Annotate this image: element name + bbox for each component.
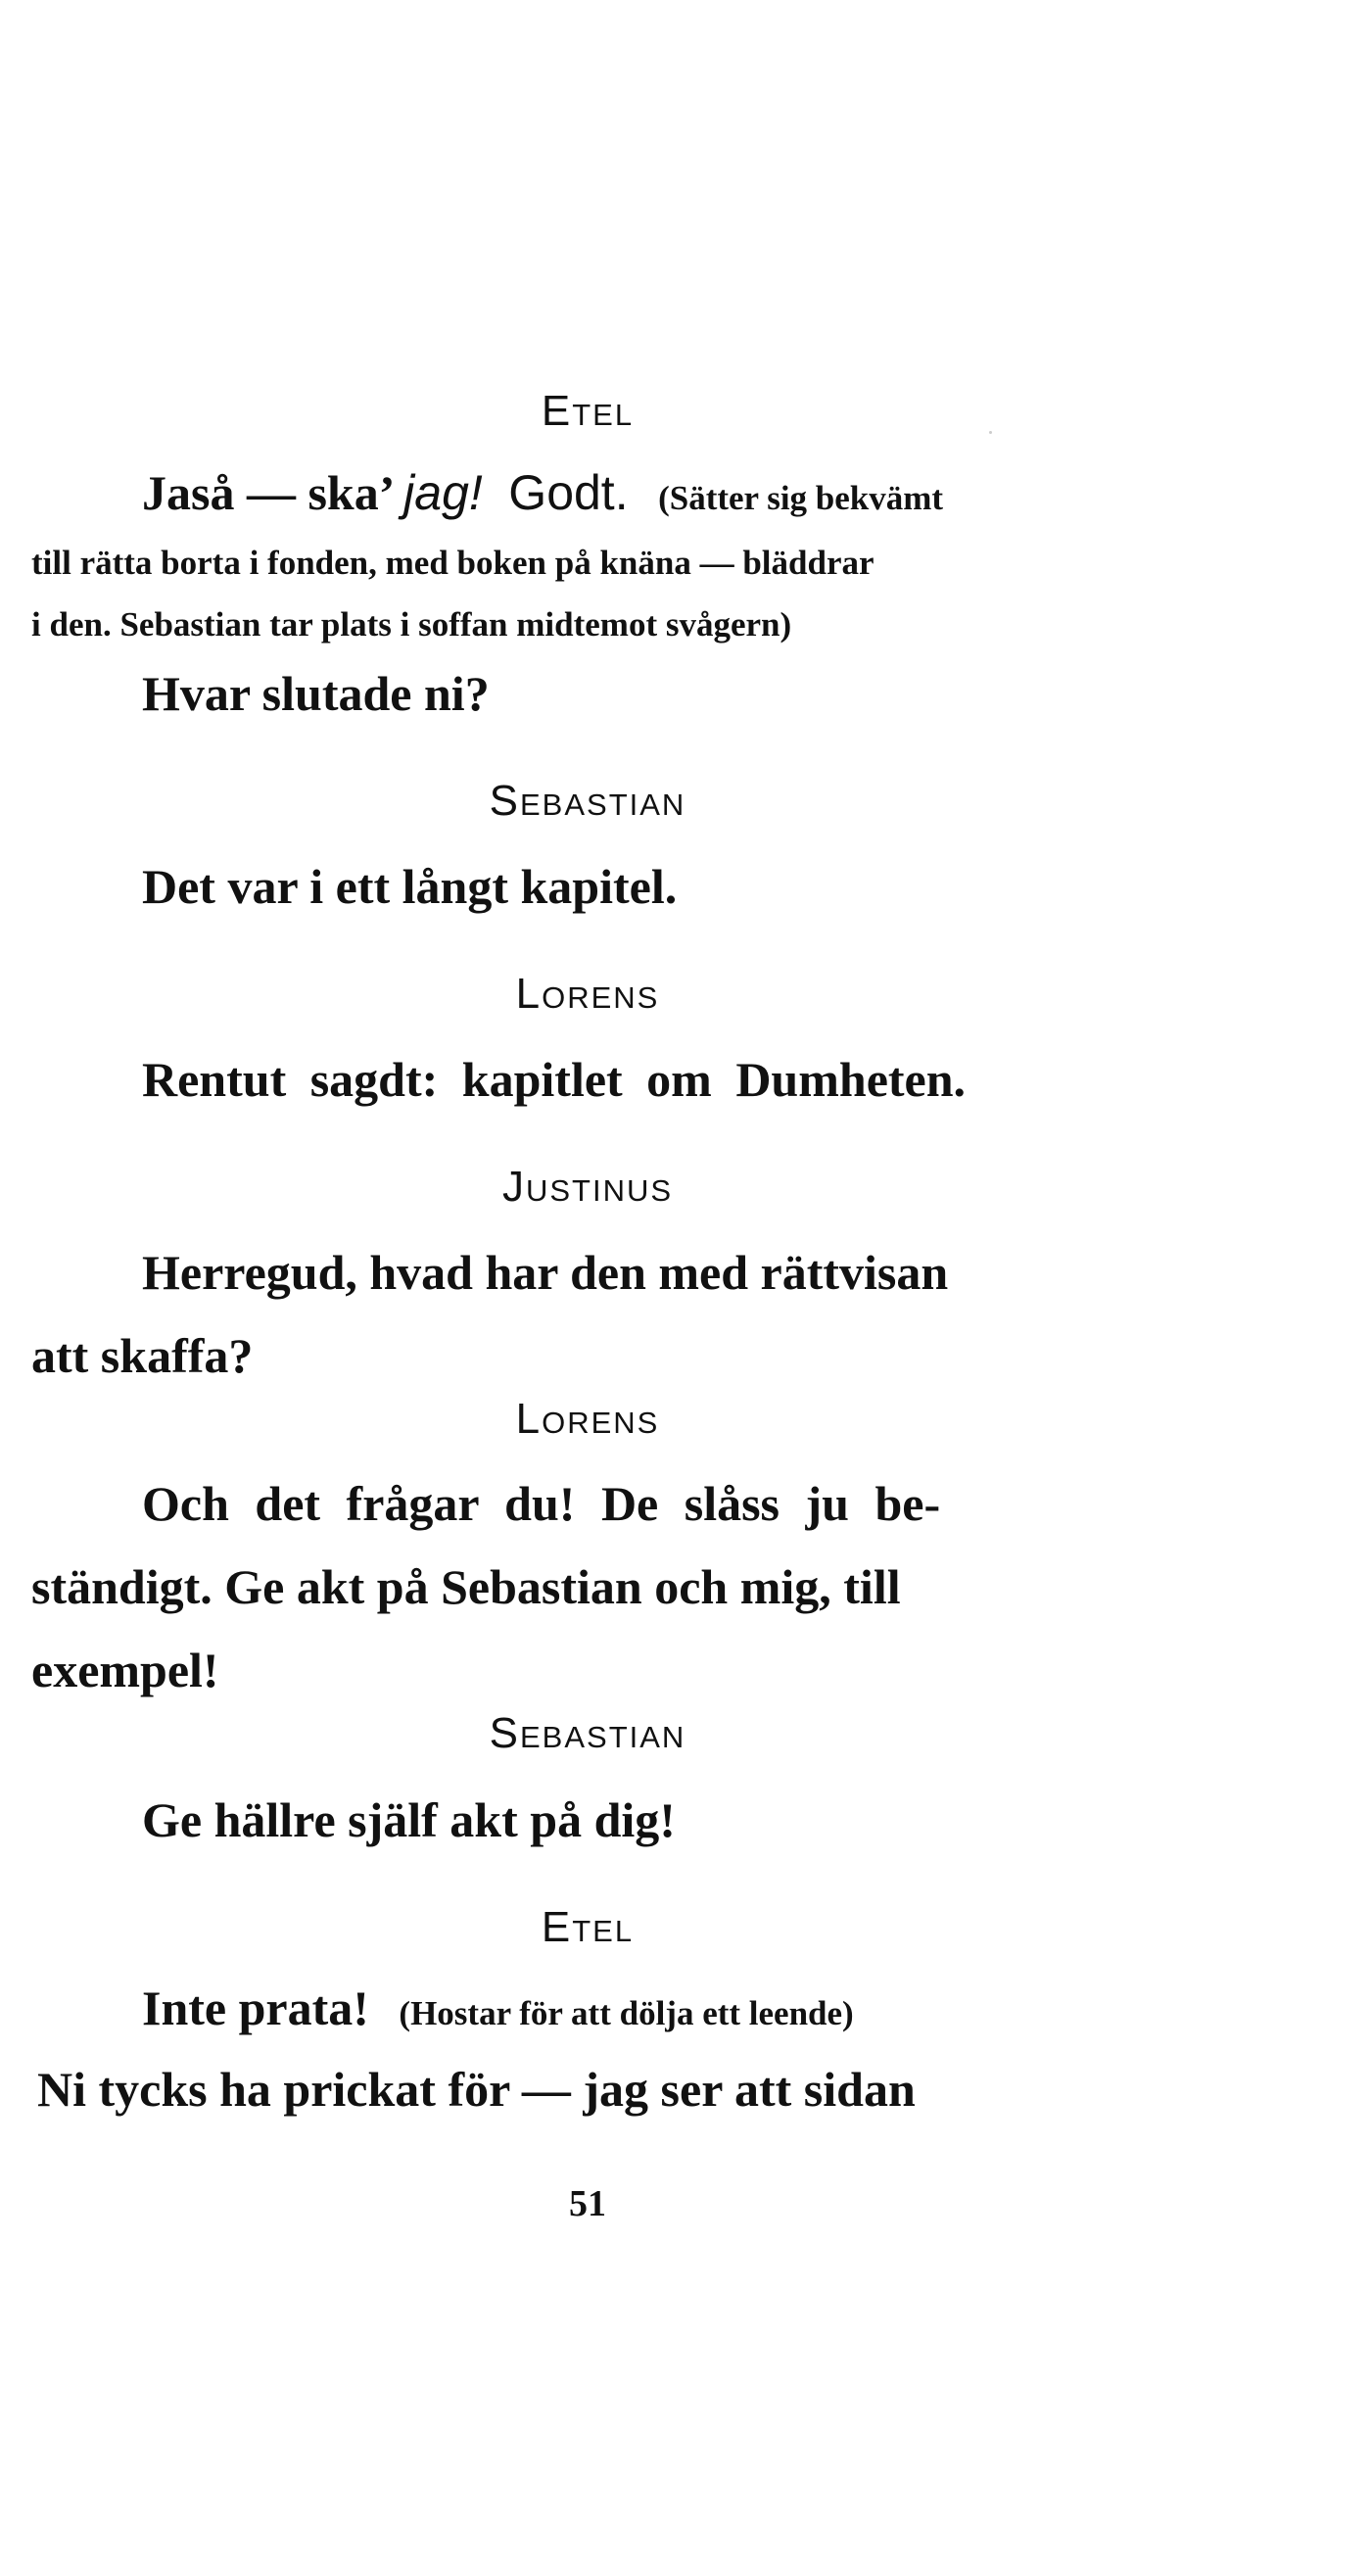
speaker-justinus: Justinus [501, 1163, 674, 1211]
page-number: 51 [569, 2183, 606, 2224]
dialogue-line: Hvar slutade ni? [142, 666, 490, 721]
speaker-sebastian: Sebastian [489, 1709, 686, 1757]
speaker-lorens: Lorens [515, 970, 660, 1018]
dialogue-line: Det var i ett långt kapitel. [142, 859, 678, 914]
stage-direction: (Sätter sig bekvämt [658, 479, 944, 517]
speaker-etel: Etel [541, 387, 635, 435]
speaker-etel: Etel [541, 1903, 635, 1951]
dialogue-line: ständigt. Ge akt på Sebastian och mig, till [31, 1559, 901, 1614]
dialogue-line: exempel! [31, 1643, 219, 1697]
dialogue-line: Och det frågar du! De slåss ju be- [142, 1476, 941, 1531]
stage-direction: till rätta borta i fonden, med boken på knäna — bläddrar [31, 544, 875, 582]
stage-direction: (Hostar för att dölja ett leende) [399, 1994, 854, 2032]
dialogue-emphasis: jag! [403, 465, 483, 520]
dialogue-line: Ni tycks ha prickat för — jag ser att sidan [37, 2062, 916, 2117]
dialogue-line: att skaffa? [31, 1328, 254, 1383]
dialogue-text: Godt. [508, 465, 629, 520]
dialogue-text: Jaså — ska’ [142, 465, 392, 520]
dialogue-line: Ge hällre själf akt på dig! [142, 1792, 676, 1847]
dialogue-line [142, 1980, 854, 2035]
dialogue-line: Herregud, hvad har den med rättvisan [142, 1245, 949, 1300]
stage-direction: i den. Sebastian tar plats i soffan midtemot svågern) [31, 605, 792, 644]
speaker-sebastian: Sebastian [489, 777, 686, 825]
dialogue-text: Inte prata! [142, 1980, 369, 2035]
dialogue-line: Rentut sagdt: kapitlet om Dumheten. [142, 1052, 967, 1107]
speaker-lorens: Lorens [515, 1395, 660, 1443]
dialogue-line [142, 465, 944, 520]
